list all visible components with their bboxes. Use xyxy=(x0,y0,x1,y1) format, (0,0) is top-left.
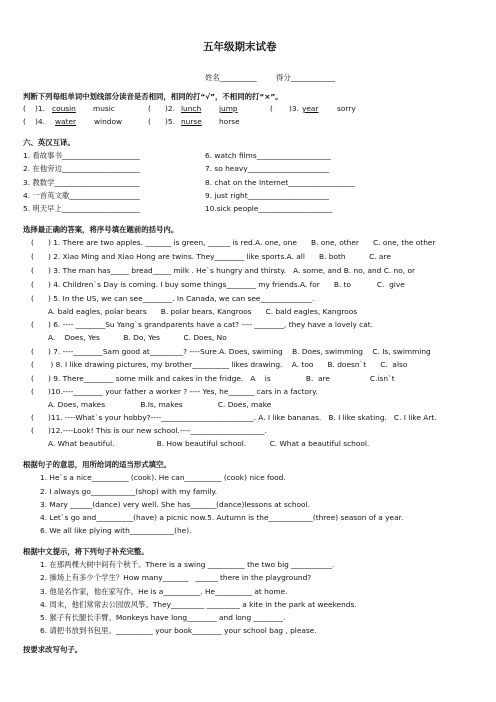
section-rewrite-heading: 按要求改写句子。 xyxy=(23,645,83,654)
word-1b: music xyxy=(93,104,115,113)
word-3b: sorry xyxy=(337,104,356,113)
word-form-item: 4. Let`s go and__________(have) a picnic now.5. Autumn is the____________(three) season of a year. xyxy=(40,513,404,522)
translation-item: 9. just right______________________ xyxy=(205,191,329,200)
item-num-2: )2. xyxy=(165,104,175,113)
item-num-5: )5. xyxy=(165,117,175,126)
choice-question: ) 4. Children`s Day is coming. I buy some things________ my friends.A. for B. to C. give xyxy=(48,280,405,289)
section-translation-heading: 六、英汉互译。 xyxy=(23,138,75,147)
choice-question: ) 1. There are two apples. _______ is green, ______ is red.A. one, one B. one, other C. one, the other xyxy=(48,238,436,247)
section-completion-heading: 根据中文提示，将下列句子补充完整。 xyxy=(23,547,149,556)
item-num-4: )4. xyxy=(35,117,45,126)
completion-item: 2. 操场上有多少个学生？How many_______ ______ there in the playground? xyxy=(40,573,312,582)
item-num-3: )3. xyxy=(289,104,299,113)
word-form-item: 1. He`s a nice__________ (cook). He can__________ (cook) nice food. xyxy=(40,473,286,482)
choice-paren: ( xyxy=(31,280,34,289)
choice-paren: ( xyxy=(31,238,34,247)
paren-3: ( xyxy=(270,104,273,113)
translation-item: 8. chat on the Internet__________________ xyxy=(205,178,355,187)
item-num-1: )1. xyxy=(35,104,45,113)
choice-question: ) 9. There________ some milk and cakes in the fridge. A is B. are C.isn`t xyxy=(48,374,395,383)
choice-question: )11. ----What`s your hobby?----_________________________. A. I like bananas. B. I like skating. C. I like Art. xyxy=(48,413,437,422)
choice-paren: ( xyxy=(31,320,34,329)
choice-paren: ( xyxy=(31,252,34,261)
completion-item: 3. 他是名作家，他在家写作。He is a__________. He__________ at home. xyxy=(40,587,288,596)
choice-question: )10.----________ your father a worker ? ---- Yes, he_______ cars in a factory. xyxy=(48,387,318,396)
choice-paren: ( xyxy=(31,347,34,356)
section-choice-heading: 选择最正确的答案，将序号填在题前的括号内。 xyxy=(23,225,179,234)
choice-paren: ( xyxy=(31,413,34,422)
choice-paren: ( xyxy=(31,294,34,303)
page-title: 五年级期末试卷 xyxy=(203,41,277,53)
word-1a: cousin xyxy=(52,104,76,113)
word-4a: water xyxy=(55,117,77,126)
choice-paren: ( xyxy=(31,426,34,435)
choice-question: ) 8. I like drawing pictures, my brother__________ likes drawing. A. too B. doesn`t C. also xyxy=(48,360,408,369)
choice-paren: ( xyxy=(31,374,34,383)
word-5b: horse xyxy=(219,117,240,126)
choice-question: )12.----Look! This is our new school.----____________________. xyxy=(48,426,267,435)
paren-5: ( xyxy=(148,117,151,126)
word-5a: nurse xyxy=(181,117,202,126)
choice-options: A. bald eagles, polar bears B. polar bears, Kangroos C. bald eagles, Kangroos xyxy=(48,307,358,316)
choice-paren: ( xyxy=(31,360,34,369)
score-field-label: 得分____________ xyxy=(276,73,336,82)
completion-item: 6. 请把书放到书包里。__________ your book________ your school bag , please. xyxy=(40,626,317,635)
choice-question: ) 6. ---- ________Su Yang`s grandparents have a cat? ---- ________, they have a lovely cat. xyxy=(48,320,374,329)
translation-item: 5. 明天早上_____________________ xyxy=(23,204,140,213)
choice-options: A. What beautiful. B. How beautiful school. C. What a beautiful school. xyxy=(48,439,370,448)
translation-item: 4. 一首英文歌___________________ xyxy=(23,191,140,200)
choice-options: A. Does, Yes B. Do, Yes C. Does, No xyxy=(48,333,227,342)
choice-question: ) 3. The man has_____ bread_____ milk . He`s hungry and thirsty. A. some, and B. no, and C. no, or xyxy=(48,266,416,275)
translation-item: 3. 教数学_______________________ xyxy=(23,178,140,187)
translation-item: 7. so heavy______________________ xyxy=(205,164,329,173)
section-word-form-heading: 根据句子的意思，用所给词的适当形式填空。 xyxy=(23,460,171,469)
completion-item: 4. 周末，他们常常去公园放风筝。They_________ _________ a kite in the park at weekends. xyxy=(40,600,357,609)
paren-2: ( xyxy=(148,104,151,113)
choice-paren: ( xyxy=(31,387,34,396)
word-form-item: 3. Mary ______(dance) very well. She has_______(dance)lessons at school. xyxy=(40,500,310,509)
paren-4: ( xyxy=(23,117,26,126)
word-form-item: 2. I always go____________(shop) with my family. xyxy=(40,487,218,496)
choice-question: ) 5. In the US, we can see________. In Canada, we can see______________. xyxy=(48,294,315,303)
choice-options: A. Does, makes B.Is, makes C. Does, make xyxy=(48,400,272,409)
word-2a: lunch xyxy=(181,104,202,113)
translation-item: 2. 在他旁边_____________________ xyxy=(23,164,140,173)
completion-item: 5. 猴子有长腿长手臂。Monkeys have long________ and long ________. xyxy=(40,613,286,622)
translation-item: 1. 看故事书_____________________ xyxy=(23,151,140,160)
word-4b: window xyxy=(94,117,123,126)
word-form-item: 6. We all like plying with____________(he). xyxy=(40,526,192,535)
word-3a: year xyxy=(302,104,319,113)
section-phonics-heading: 判断下列每组单词中划线部分读音是否相同，相同的打“√”，不相同的打“×”。 xyxy=(23,92,283,101)
word-2b: jump xyxy=(219,104,238,113)
paren-1: ( xyxy=(23,104,26,113)
translation-item: 6. watch films____________________ xyxy=(205,151,331,160)
name-field-label: 姓名__________ xyxy=(205,73,257,82)
completion-item: 1. 在那两棵大树中间有个秋千。There is a swing __________ the two big ___________. xyxy=(40,560,335,569)
choice-question: ) 7. ----________Sam good at_________? ----Sure.A. Does, swiming B. Does, swimming C. Is, swimming xyxy=(48,347,431,356)
choice-question: ) 2. Xiao Ming and Xiao Hong are twins. They________ like sports.A. all B. both C. are xyxy=(48,252,391,261)
translation-item: 10.sick people____________________ xyxy=(205,204,333,213)
choice-paren: ( xyxy=(31,266,34,275)
